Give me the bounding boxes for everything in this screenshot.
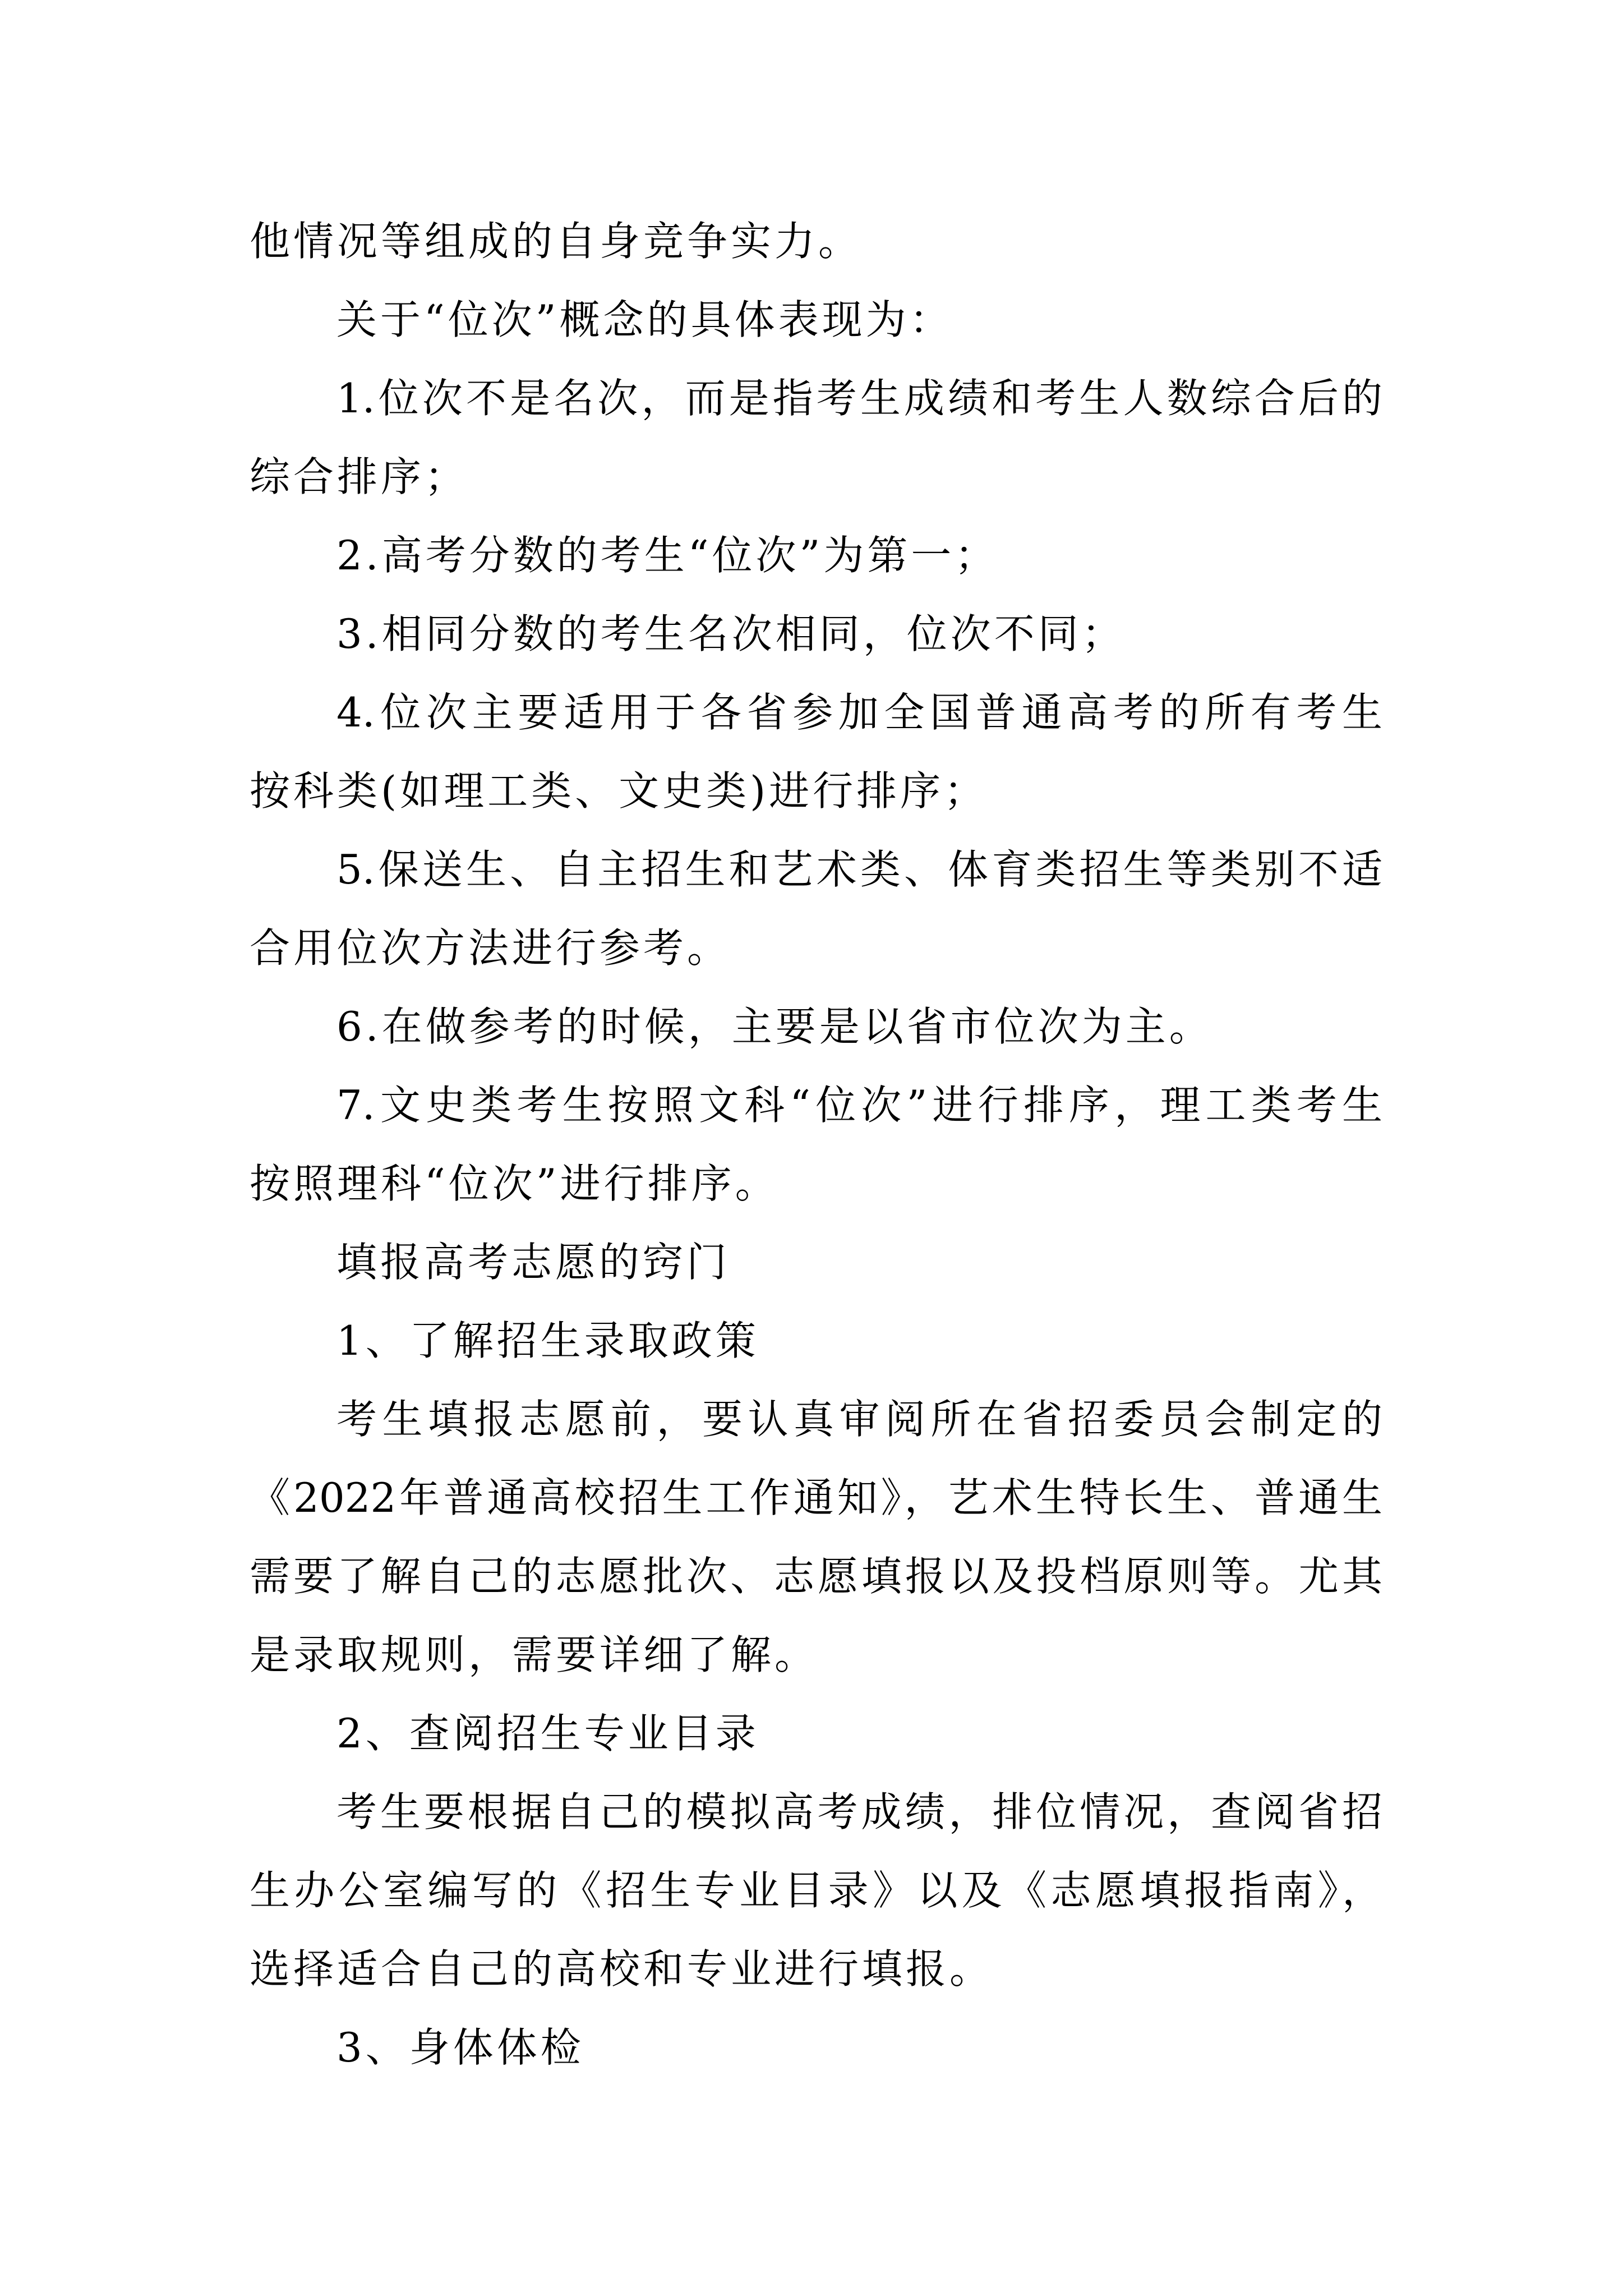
text-line: 7.文史类考生按照文科“位次”进行排序，理工类考生: [336, 1082, 1382, 1129]
text-line: 考生要根据自己的模拟高考成绩，排位情况，查阅省招: [336, 1788, 1382, 1835]
text-line: 他情况等组成的自身竞争实力。: [250, 218, 863, 265]
text-line: 综合排序；: [250, 453, 469, 500]
text-line: 4.位次主要适用于各省参加全国普通高考的所有考生: [336, 689, 1382, 736]
text-line: 2.高考分数的考生“位次”为第一；: [336, 532, 999, 579]
subsection-heading: 1、了解招生录取政策: [336, 1317, 759, 1364]
subsection-heading: 2、查阅招生专业目录: [336, 1710, 759, 1757]
text-line: 按照理科“位次”进行排序。: [250, 1160, 779, 1207]
text-line: 5.保送生、自主招生和艺术类、体育类招生等类别不适: [336, 846, 1382, 893]
text-line: 《2022年普通高校招生工作通知》，艺术生特长生、普通生: [250, 1474, 1382, 1521]
section-heading: 填报高考志愿的窍门: [336, 1239, 731, 1286]
text-line: 关于“位次”概念的具体表现为：: [336, 296, 953, 343]
text-line: 选择适合自己的高校和专业进行填报。: [250, 1945, 994, 1993]
text-line: 6.在做参考的时候，主要是以省市位次为主。: [336, 1003, 1213, 1050]
text-line: 需要了解自己的志愿批次、志愿填报以及投档原则等。尤其: [250, 1553, 1382, 1600]
text-line: 是录取规则，需要详细了解。: [250, 1631, 819, 1678]
text-line: 合用位次方法进行参考。: [250, 924, 731, 972]
subsection-heading: 3、身体体检: [336, 2024, 584, 2071]
text-line: 生办公室编写的《招生专业目录》以及《志愿填报指南》，: [250, 1867, 1382, 1914]
text-line: 1.位次不是名次，而是指考生成绩和考生人数综合后的: [336, 375, 1382, 422]
text-line: 考生填报志愿前，要认真审阅所在省招委员会制定的: [336, 1396, 1382, 1443]
text-line: 3.相同分数的考生名次相同，位次不同；: [336, 610, 1126, 657]
text-line: 按科类(如理工类、文史类)进行排序；: [250, 767, 988, 815]
